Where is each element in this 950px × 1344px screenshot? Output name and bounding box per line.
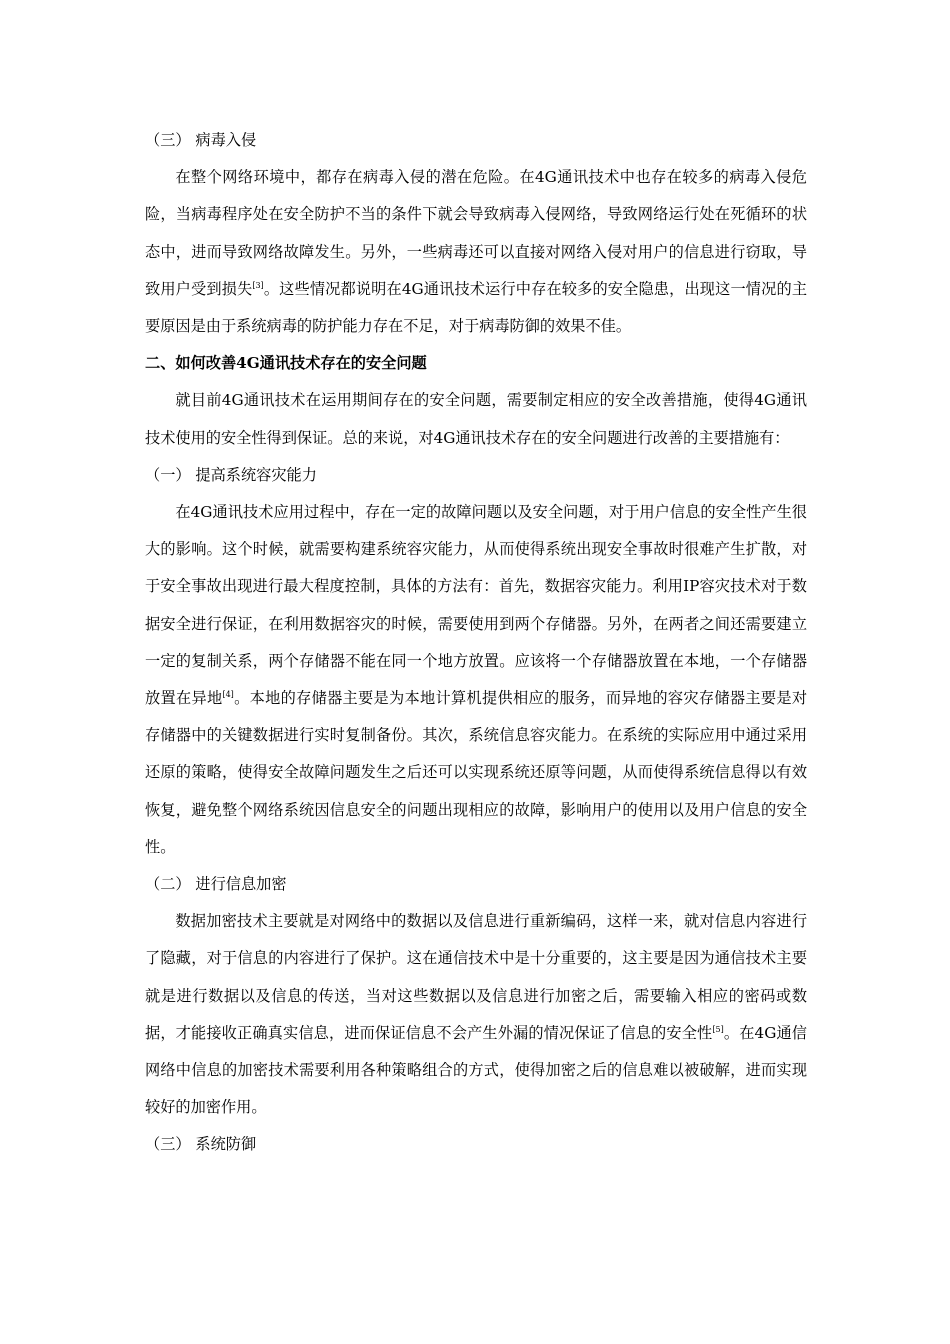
subheading-information-encryption: （二） 进行信息加密 [145,875,287,894]
paragraph-text: 在整个网络环境中，都存在病毒入侵的潜在危险。在4G通讯技术中也存在较多的病毒入侵危险，当病毒程序处在安全防护不当的条件下就会导致病毒入侵网络，导致网络运行处在死循环的状态中，进而导致网络故障发生。另外，一些病毒还可以直接对网络入侵对用户的信息进行窃取，导致用户受到损失 [145,168,807,298]
paragraph-text: 在4G通讯技术应用过程中，存在一定的故障问题以及安全问题，对于用户信息的安全性产生很大的影响。这个时候，就需要构建系统容灾能力，从而使得系统出现安全事故时很难产生扩散，对于安全事故出现进行最大程度控制，具体的方法有：首先，数据容灾能力。利用IP容灾技术对于数据安全进行保证，在利用数据容灾的时候，需要使用到两个存储器。另外，在两者之间还需要建立一定的复制关系，两个存储器不能在同一个地方放置。应该将一个存储器放置在本地，一个存储器放置在异地 [145,503,807,708]
paragraph-information-encryption [145,903,807,1126]
citation-ref: [4] [222,689,234,699]
citation-ref: [5] [712,1024,724,1034]
paragraph-text: 。在4G通信网络中信息的加密技术需要利用各种策略组合的方式，使得加密之后的信息难以被破解，进而实现较好的加密作用。 [145,1023,807,1117]
paragraph-disaster-tolerance [145,494,807,866]
subheading-disaster-tolerance: （一） 提高系统容灾能力 [145,465,317,484]
document-body [145,122,807,1164]
paragraph-section-intro: 就目前4G通讯技术在运用期间存在的安全问题，需要制定相应的安全改善措施，使得4G通讯技术使用的安全性得到保证。总的来说，对4G通讯技术存在的安全问题进行改善的主要措施有： [145,391,807,447]
paragraph-text: 数据加密技术主要就是对网络中的数据以及信息进行重新编码，这样一来，就对信息内容进行了隐藏，对于信息的内容进行了保护。这在通信技术中是十分重要的，这主要是因为通信技术主要就是进行数据以及信息的传送，当对这些数据以及信息进行加密之后，需要输入相应的密码或数据，才能接收正确真实信息，进而保证信息不会产生外漏的情况保证了信息的安全性 [145,912,807,1042]
section-heading-improve-security: 二、如何改善4G通讯技术存在的安全问题 [145,354,427,373]
paragraph-virus-intrusion [145,159,807,345]
citation-ref: [3] [252,280,264,290]
subheading-virus-intrusion: （三） 病毒入侵 [145,131,257,149]
subheading-system-defense: （三） 系统防御 [145,1135,257,1154]
paragraph-text: 。本地的存储器主要是为本地计算机提供相应的服务，而异地的容灾存储器主要是对存储器中的关键数据进行实时复制备份。其次，系统信息容灾能力。在系统的实际应用中通过采用还原的策略，使得安全故障问题发生之后还可以实现系统还原等问题，从而使得系统信息得以有效恢复，避免整个网络系统因信息安全的问题出现相应的故障，影响用户的使用以及用户信息的安全性。 [145,689,808,856]
paragraph-text: 。这些情况都说明在4G通讯技术运行中存在较多的安全隐患，出现这一情况的主要原因是由于系统病毒的防护能力存在不足，对于病毒防御的效果不佳。 [145,279,808,336]
